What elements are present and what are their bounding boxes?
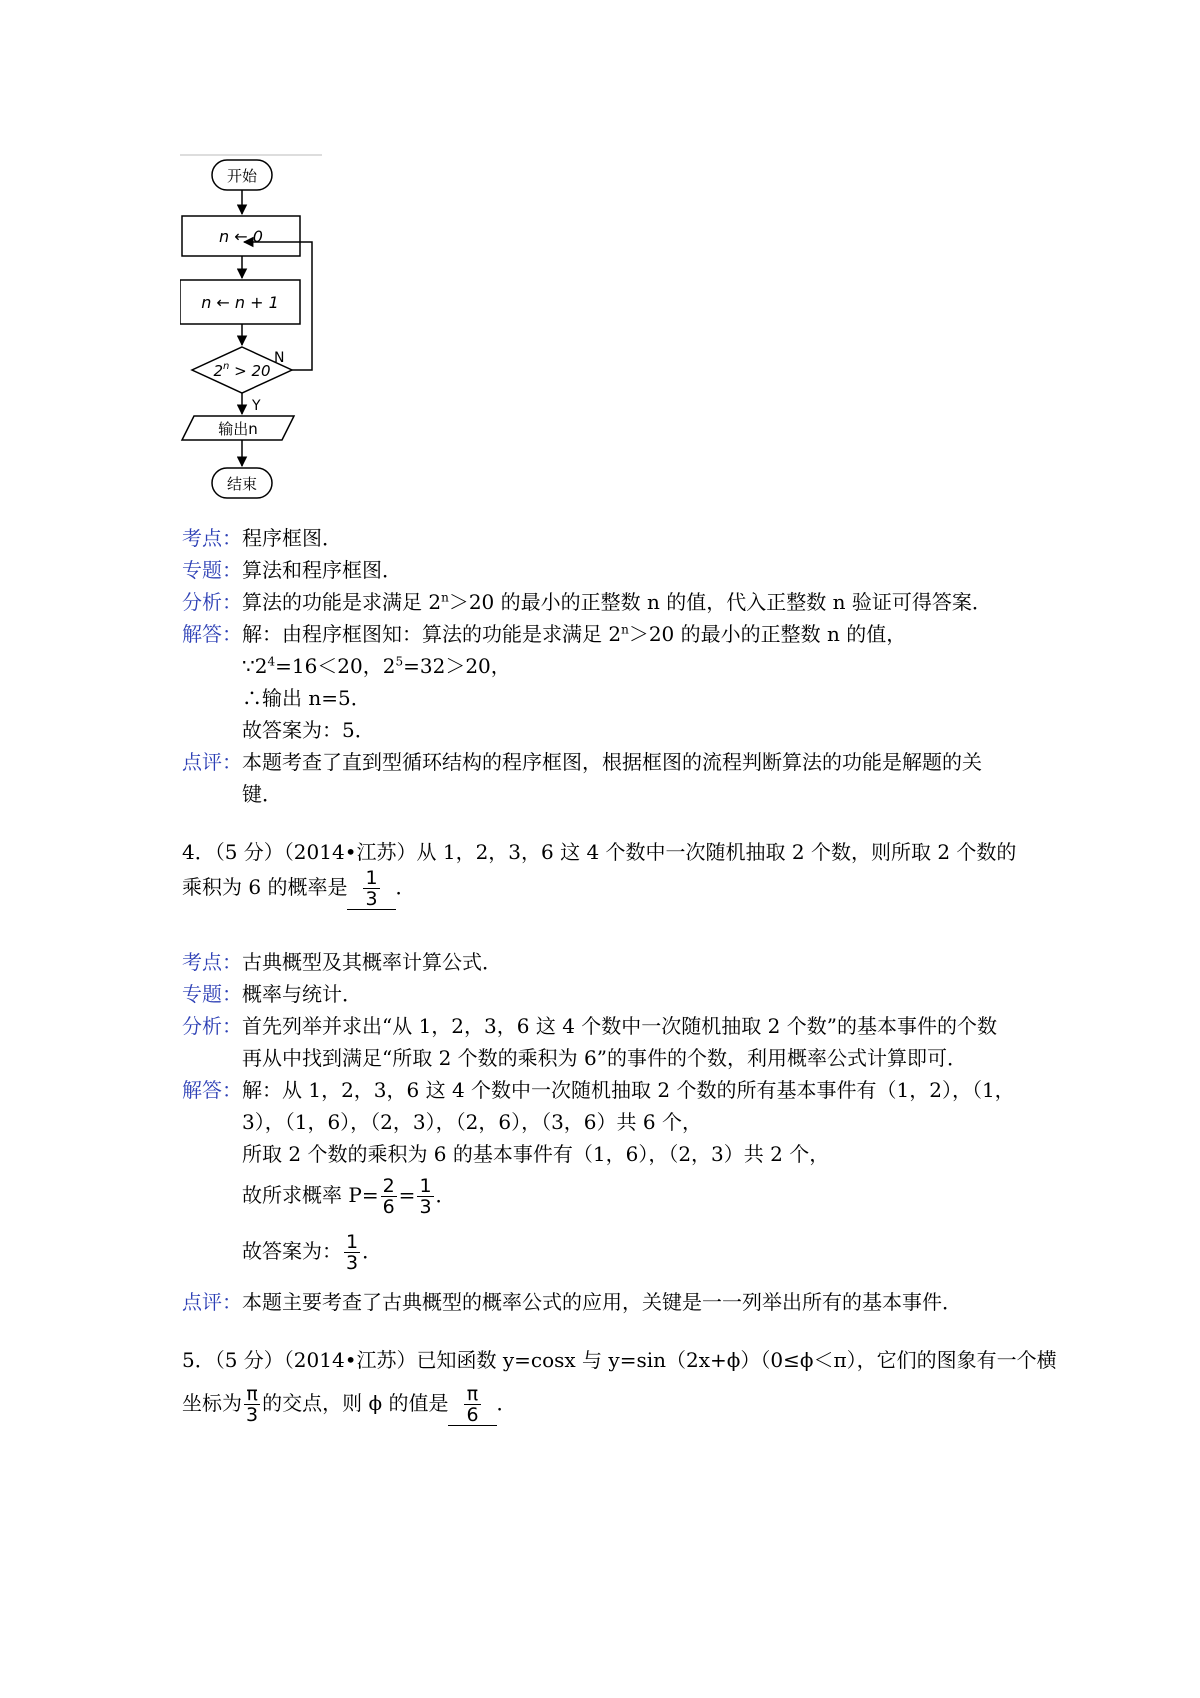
no-label: N: [274, 350, 285, 366]
frac-den: 3: [365, 888, 378, 910]
fenxi-label: 分析：: [182, 1014, 242, 1038]
q5-stem-line2: [182, 1384, 1042, 1426]
jieda-text: 解：从 1，2，3，6 这 4 个数中一次随机抽取 2 个数的所有基本事件有（1，2），（1，: [242, 1078, 1015, 1102]
q4-stem-line1: 4．（5 分）（2014•江苏）从 1，2，3，6 这 4 个数中一次随机抽取 2 个数，则所取 2 个数的: [182, 840, 1017, 864]
jieda-sup: n: [621, 622, 629, 637]
fenxi-text-b: ＞20 的最小的正整数 n 的值，代入正整数 n 验证可得答案．: [448, 590, 992, 614]
q3-jieda: [182, 618, 1042, 650]
q4-jieda: [182, 1074, 1042, 1106]
q4-stem-a: 乘积为 6 的概率是: [182, 875, 348, 899]
q3-fenxi: [182, 586, 1042, 618]
jieda-label: 解答：: [182, 622, 242, 646]
dianping-text: 本题主要考查了古典概型的概率公式的应用，关键是一一列举出所有的基本事件．: [242, 1290, 962, 1314]
q3-line4: 故答案为：5．: [242, 718, 375, 742]
q3-zhuanti: [182, 554, 1042, 586]
q5-stem-a: 坐标为: [182, 1391, 242, 1415]
flowchart: [180, 148, 340, 534]
frac-num: π: [244, 1384, 260, 1405]
q5-answer-fraction: [464, 1384, 480, 1425]
frac-den: 6: [466, 1404, 479, 1426]
jieda-text-b: ＞20 的最小的正整数 n 的值，: [628, 622, 907, 646]
step-label: n ← n + 1: [201, 293, 279, 312]
line2-a: ∵2: [242, 654, 268, 678]
q4-fenxi: [182, 1010, 1042, 1042]
x-fraction: [244, 1384, 260, 1425]
fenxi-text-a: 算法的功能是求满足 2: [242, 590, 442, 614]
q5-stem-c: ．: [496, 1391, 517, 1415]
q4-kaodian: [182, 946, 1042, 978]
q4-stem-b: ．: [395, 875, 416, 899]
dianping-label: 点评：: [182, 1290, 242, 1314]
q4-answer-blank: [347, 868, 395, 910]
jieda-text-a: 解：由程序框图知：算法的功能是求满足 2: [242, 622, 622, 646]
yes-label: Y: [252, 398, 261, 414]
output-label: 输出n: [218, 420, 258, 438]
line2-sup2: 5: [395, 654, 404, 669]
q5-answer-blank: [448, 1384, 496, 1426]
fenxi-sup: n: [441, 590, 449, 605]
frac-den: 6: [382, 1196, 395, 1218]
kaodian-text: 程序框图．: [242, 526, 342, 550]
frac-num: π: [464, 1384, 480, 1405]
q3-dianping-cont: 键．: [242, 782, 282, 806]
zhuanti-label: 专题：: [182, 558, 242, 582]
dianping-text: 本题考查了直到型循环结构的程序框图，根据框图的流程判断算法的功能是解题的关: [242, 750, 982, 774]
line2-sup1: 4: [267, 654, 276, 669]
frac-num: 1: [419, 1175, 432, 1197]
q3-kaodian: [182, 522, 1042, 554]
decision-rest: > 20: [229, 362, 271, 380]
kaodian-label: 考点：: [182, 526, 242, 550]
q4-dianping: [182, 1286, 1042, 1318]
init-label: n ← 0: [219, 227, 263, 246]
zhuanti-text: 概率与统计．: [242, 982, 362, 1006]
answer-fraction: [344, 1232, 360, 1273]
frac-den: 3: [419, 1196, 432, 1218]
zhuanti-label: 专题：: [182, 982, 242, 1006]
decision-exp: n: [223, 361, 230, 372]
frac-num: 1: [346, 1231, 359, 1253]
q4-fenxi-cont: 再从中找到满足“所取 2 个数的乘积为 6”的事件的个数，利用概率公式计算即可．: [242, 1046, 967, 1070]
q4-answer-fraction: [363, 868, 379, 909]
q5-stem-line1: 5．（5 分）（2014•江苏）已知函数 y=cosx 与 y=sin（2x+ϕ）（0≤ϕ＜π），它们的图象有一个横: [182, 1348, 1057, 1372]
q4-stem-line2: [182, 868, 1042, 910]
line2-b: =16＜20，2: [275, 654, 396, 678]
start-label: 开始: [226, 167, 258, 185]
q4-jieda-line5: [242, 1232, 382, 1273]
zhuanti-text: 算法和程序框图．: [242, 558, 402, 582]
frac-num: 2: [382, 1175, 395, 1197]
p-fraction-2: [417, 1176, 433, 1217]
jieda4-a: 故所求概率 P=: [242, 1183, 379, 1207]
jieda5-a: 故答案为：: [242, 1239, 342, 1263]
jieda4-b: ．: [435, 1183, 456, 1207]
q4-jieda-line4: [242, 1176, 456, 1217]
q3-dianping: [182, 746, 1042, 778]
p-fraction-1: [381, 1176, 397, 1217]
decision-base: 2: [213, 362, 223, 380]
q3-line2: [242, 650, 511, 682]
fenxi-text: 首先列举并求出“从 1，2，3，6 这 4 个数中一次随机抽取 2 个数”的基本事件的个数: [242, 1014, 997, 1038]
flowchart-svg: [180, 148, 340, 530]
jieda5-b: ．: [362, 1239, 383, 1263]
end-label: 结束: [226, 475, 258, 493]
q4-zhuanti: [182, 978, 1042, 1010]
q5-stem-b: 的交点，则 ϕ 的值是: [262, 1391, 449, 1415]
dianping-label: 点评：: [182, 750, 242, 774]
fenxi-label: 分析：: [182, 590, 242, 614]
frac-num: 1: [365, 867, 378, 889]
decision-label: [213, 361, 270, 380]
q3-line3: ∴输出 n=5．: [242, 686, 371, 710]
kaodian-label: 考点：: [182, 950, 242, 974]
q4-jieda-line2: 3），（1，6），（2，3），（2，6），（3，6）共 6 个，: [242, 1110, 702, 1134]
jieda-label: 解答：: [182, 1078, 242, 1102]
equals-sign: =: [398, 1183, 416, 1207]
kaodian-text: 古典概型及其概率计算公式．: [242, 950, 502, 974]
frac-den: 3: [246, 1404, 259, 1426]
frac-den: 3: [346, 1252, 359, 1274]
line2-c: =32＞20，: [403, 654, 511, 678]
q4-jieda-line3: 所取 2 个数的乘积为 6 的基本事件有（1，6），（2，3）共 2 个，: [242, 1142, 830, 1166]
